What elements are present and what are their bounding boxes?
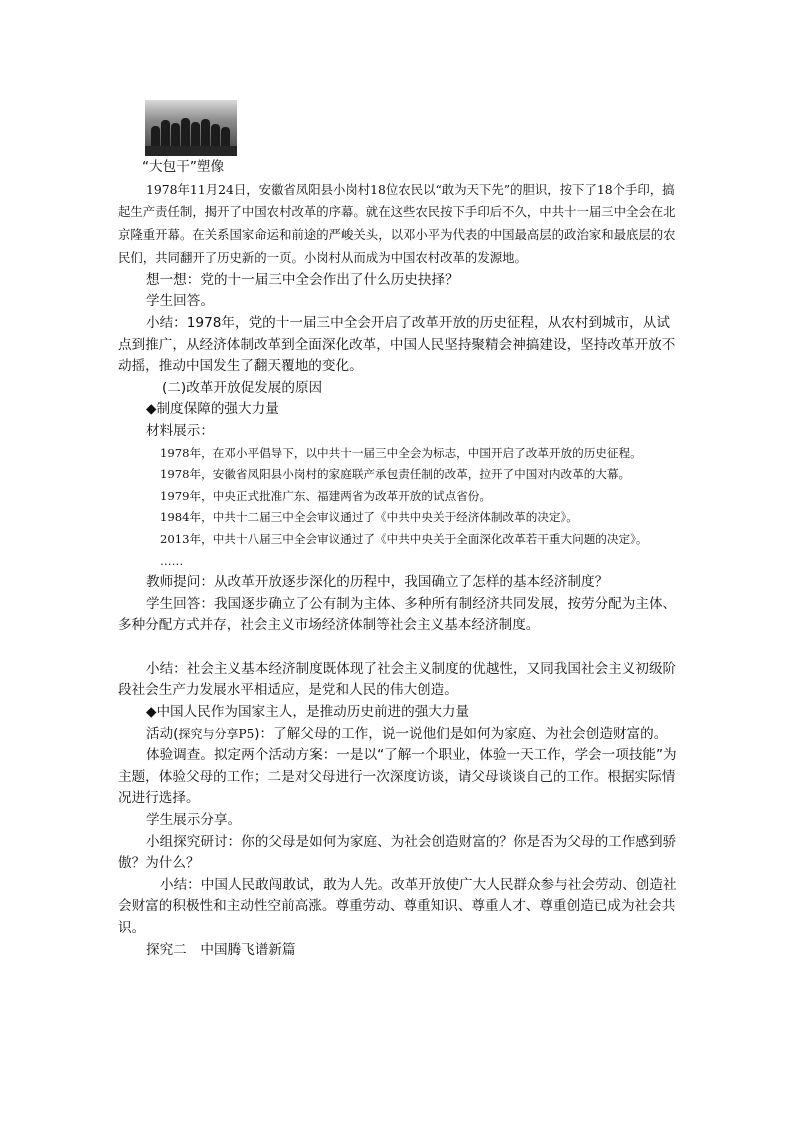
sculpture-photo: [145, 100, 237, 156]
point-heading: ◆中国人民作为国家主人，是推动历史前进的强大力量: [146, 704, 470, 721]
material-item: 1984年，中共十二届三中全会审议通过了《中共中央关于经济体制改革的决定》。: [160, 510, 578, 525]
section-heading: (二)改革开放促发展的原因: [162, 379, 323, 396]
experience-paragraph: 体验调查。拟定两个活动方案：一是以“了解一个职业，体验一天工作，学会一项技能”为主题，体验父母的工作；二是对父母进行一次深度访谈，请父母谈谈自己的工作。根据实际情况进行选择。: [118, 747, 677, 807]
student-answer: 学生回答：我国逐步确立了公有制为主体、多种所有制经济共同发展，按劳分配为主体、多种分配方式并存，社会主义市场经济体制等社会主义基本经济制度。: [118, 595, 677, 634]
material-item: 1979年，中央正式批准广东、福建两省为改革开放的试点省份。: [160, 488, 491, 503]
intro-paragraph: 1978年11月24日，安徽省凤阳县小岗村18位农民以“敢为天下先”的胆识，按下了18个手印，搞起生产责任制，揭开了中国农村改革的序幕。就在这些农民按下手印后不久，中共十一届三中全会在北京隆重开幕。在关系国家命运和前途的严峻关头，以邓小平为代表的中国最高层的政治家和最底层的农民们，共同翻开了历史新的一页。小岗村从而成为中国农村改革的发源地。: [118, 181, 676, 265]
activity-source: 探究与分享P5: [178, 726, 255, 741]
share-line: 学生展示分享。: [146, 812, 242, 829]
ellipsis: ……: [160, 553, 184, 568]
summary-paragraph: 小结：中国人民敢闯敢试，敢为人先。改革开放使广大人民群众参与社会劳动、创造社会财富的积极性和主动性空前高涨。尊重劳动、尊重知识、尊重人才、尊重创造已成为社会共识。: [118, 876, 677, 936]
group-discussion: 小组探究研讨：你的父母是如何为家庭、为社会创造财富的？你是否为父母的工作感到骄傲？为什么？: [118, 833, 677, 872]
point-heading: ◆制度保障的强大力量: [146, 401, 279, 418]
activity-prefix: 活动(: [146, 725, 179, 742]
material-item: 1978年，安徽省凤阳县小岗村的家庭联产承包责任制的改革，拉开了中国对内改革的大幕。: [160, 467, 631, 482]
think-question: 想一想：党的十一届三中全会作出了什么历史抉择？: [146, 271, 459, 288]
teacher-question: 教师提问：从改革开放逐步深化的历程中，我国确立了怎样的基本经济制度？: [146, 574, 609, 591]
material-item: 2013年，中共十八届三中全会审议通过了《中共中央关于全面深化改革若干重大问题的决定》。: [160, 531, 648, 546]
student-answer: 学生回答。: [146, 293, 214, 310]
document-body: [118, 157, 678, 961]
photo-caption: “大包干”塑像: [142, 159, 225, 175]
activity-text: )：了解父母的工作，说一说他们是如何为家庭、为社会创造财富的。: [254, 725, 668, 742]
spacer: [118, 637, 678, 659]
summary-paragraph: 小结：社会主义基本经济制度既体现了社会主义制度的优越性，又同我国社会主义初级阶段社会生产力发展水平相适应，是党和人民的伟大创造。: [118, 660, 677, 699]
activity-paragraph: [118, 724, 678, 746]
explore-heading: 探究二 中国腾飞谱新篇: [146, 941, 296, 958]
summary-paragraph: 小结：1978年，党的十一届三中全会开启了改革开放的历史征程，从农村到城市，从试点到推广，从经济体制改革到全面深化改革，中国人民坚持聚精会神搞建设，坚持改革开放不动摇，推动中国发生了翻天覆地的变化。: [118, 314, 676, 375]
material-label: 材料展示：: [146, 422, 214, 439]
material-item: 1978年，在邓小平倡导下，以中共十一届三中全会为标志，中国开启了改革开放的历史征程。: [160, 445, 642, 460]
